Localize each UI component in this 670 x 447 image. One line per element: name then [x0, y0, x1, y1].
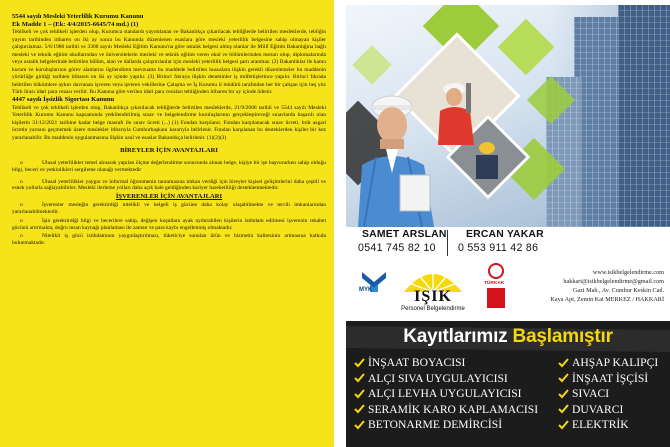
check-icon [558, 404, 569, 414]
law1-title: 5544 sayılı Mesleki Yeterlilik Kurumu Kanunu [12, 13, 144, 20]
check-icon [558, 358, 569, 368]
job-label: SIVACI [572, 387, 610, 401]
job-item [558, 371, 658, 387]
check-icon [558, 373, 569, 383]
registration-headline [346, 326, 670, 348]
job-label: BETONARME DEMİRCİSİ [368, 418, 503, 432]
check-icon [354, 373, 365, 383]
check-icon [354, 389, 365, 399]
address-line: Kaya Apt, Zemin Kat MERKEZ / HAKKARİ [550, 296, 664, 303]
law1-subtitle: Ek Madde 1 – (Ek: 4/4/2015-6645/74 md.) (1) [12, 21, 139, 29]
employer-advantages-heading: İŞVERENLER İÇİN AVANTAJLARI [115, 193, 223, 201]
contact-phone-1[interactable]: 0541 745 82 10 [358, 242, 436, 254]
myk-label: MYK [359, 287, 373, 293]
right-brochure-page [346, 5, 670, 447]
job-item [354, 371, 538, 387]
employer-bullet [12, 218, 326, 232]
employer-bullet [12, 202, 326, 216]
bullet-mark: o [20, 217, 23, 224]
contact-name-1: SAMET ARSLAN [362, 229, 447, 240]
bullet-text: Ulusal yeterlilikler yaygın ve informal öğrenmenin tanınmasına imkan verdiği için bireyler kişisel gelişimlerini daha çeşitli ve esnek yollarla sağlayabilirler. Mesleki ilerleme yolları daha açık hale geldiğinden kariyer hareketliliği desteklenmektedir. [12, 178, 326, 192]
check-icon [354, 420, 365, 430]
address-line: Gazi Mah., Av. Cumhur Keskin Cad. [572, 287, 664, 294]
website-link[interactable]: www.isikbelgelendirme.com [592, 269, 664, 276]
check-icon [354, 404, 365, 414]
registration-band [346, 321, 670, 447]
hero-image [346, 5, 670, 227]
email-link[interactable]: hakkari@isikbelgelendirme@gmail.com [563, 278, 664, 285]
bullet-mark: o [20, 159, 23, 166]
turkak-logo [484, 263, 505, 311]
brand-subtitle: Personel Belgelendirme [401, 306, 465, 312]
job-label: İNŞAAT BOYACISI [368, 356, 466, 370]
address-block [514, 268, 664, 304]
job-item [558, 386, 658, 402]
left-info-page [0, 0, 334, 447]
bullet-text: İşverenler mesleğin gerektirdiği nitelikli ve belgeli iş gücüne daha kolay ulaşabilmekte ve tercih imkanlarından yararlanabilmektedir. [12, 202, 326, 215]
employer-bullet [12, 233, 326, 247]
job-label: ALÇI SIVA UYGULAYICISI [368, 371, 508, 385]
check-icon [558, 389, 569, 399]
jobs-list-left [354, 355, 538, 433]
law2-title: 4447 sayılı İşsizlik Sigortası Kanunu [12, 96, 115, 104]
job-item [558, 402, 658, 418]
contact-name-2: ERCAN YAKAR [466, 229, 544, 240]
bullet-text: Nitelikli iş gücü istihdamının yaygınlaştırılması, tüketiciye sunulan ürün ve hizmetin kalitesinin artmasına katkıda bulunmaktadır. [12, 233, 326, 247]
individual-bullet [12, 179, 326, 193]
job-item [354, 417, 538, 433]
law1-paragraph: Tehlikeli ve çok tehlikeli işlerden olup, Kurumca standardı yayımlanan ve Bakanlıkça çıkarılacak tebliğlerde belirtilen mesleklerde, tebliğin yayım tarihinden itibaren on iki ay sonra bu Kanunda düzenlenen esaslara göre mesleki yeterlilik belgesine sahip olmayan kişiler çalıştırılamaz. 5/6/1986 tarihli ve 3308 sayılı Mesleki Eğitim Kanunu'na göre ustalık belgesi almış olanlar ile Millî Eğitim Bakanlığına bağlı mesleki ve teknik eğitim okullarından ve üniversitelerin mesleki ve teknik eğitim veren okul ve bölümlerinden mezun olup, diplomalarında veya ustalık belgelerinde belirtilen bölüm, alan ve dallarda çalıştırılanlar için mesleki yeterlilik belgesi şartı aranmaz. (2) Bakanlıklar ile kamu kurum ve kuruluşlarının görev alanlarını ilgilendiren mevzuatta bu maddede belirtilen hususlara ilişkin gerekli düzenlemeler bu maddenin yürürlüğe girdiği tarihten itibaren on iki ay içinde yapılır. (3) Birinci fıkraya ilişkin denetimler iş müfettişlerince yapılır. Birinci fıkrada belirtilen hükümlere aykırı davranan işveren veya işveren vekillerine Çalışma ve İş Kurumu il müdürü tarafından her bir çalışan için beş yüz Türk lirası idari para cezası verilir. Bu Kanuna göre verilen idari para cezaları tebliğinden itibaren bir ay içinde ödenir. [12, 29, 326, 96]
logo-row [346, 260, 670, 322]
headline-part-1: Kayıtlarımız [403, 326, 513, 347]
job-label: İNŞAAT İŞÇİSİ [572, 371, 649, 385]
check-icon [558, 420, 569, 430]
job-item [558, 417, 658, 433]
bullet-mark: o [20, 233, 23, 240]
job-item [354, 386, 538, 402]
bullet-mark: o [20, 202, 23, 209]
job-label: ELEKTRİK [572, 418, 629, 432]
job-item [354, 355, 538, 371]
headline-part-2: Başlamıştır [512, 326, 613, 347]
isik-brand-logo [394, 266, 472, 316]
bullet-text: Ulusal yeterlilikler temel alınarak yapılan ölçme değerlendirme sonucunda alınan belge, kişiye bir işe başvururken sahip olduğu bilgi, beceri ve yetkinlikleri sergileme olanağı vermektedir [12, 159, 326, 173]
law2-paragraph: Tehlikeli ve çok tehlikeli işlerden olup, Bakanlıkça çıkarılacak tebliğlerde belirtilen mesleklerde, 21/9/2006 tarihli ve 5544 sayılı Mesleki Yeterlilik Kurumu Kanunu kapsamında yetkilendirilmiş sınav ve belgelendirme kuruluşlarının gerçekleştireceği sınavlarda başarılı olan kişilerin 31/12/2021 tarihine kadar belge masrafı ile sınav ücreti (...) (1) Fondan karşılanır. Fondan karşılanacak sınav ücreti, brüt asgari ücretin yarısını geçmemek üzere meslekler itibarıyla Cumhurbaşkanı kararıyla belirlenir. Fondan karşılanan bu desteklerden kişiler bir kez yararlanabilir. Bu maddenin uygulanmasına ilişkin usul ve esaslar Bakanlıkça belirlenir. (1)(2)(3) [12, 104, 326, 141]
job-label: SERAMİK KARO KAPLAMACISI [368, 402, 539, 416]
job-label: ALÇI LEVHA UYGULAYICISI [368, 387, 522, 401]
skyscraper-image [618, 5, 670, 227]
turkak-badge-icon [487, 288, 505, 308]
bullet-mark: o [20, 178, 23, 185]
job-label: AHŞAP KALIPÇI [572, 356, 659, 370]
contact-divider [447, 230, 448, 256]
check-icon [354, 358, 365, 368]
job-label: DUVARCI [572, 402, 624, 416]
job-item [354, 402, 538, 418]
turkak-label: TÜRKAK [484, 281, 505, 286]
jobs-list-right [558, 355, 658, 433]
job-item [558, 355, 658, 371]
turkak-emblem-icon [488, 263, 504, 279]
individual-bullet [12, 160, 326, 174]
welder-worker-image [470, 139, 504, 179]
individual-advantages-heading: BİREYLER İÇİN AVANTAJLARI [120, 146, 218, 154]
painter-worker-image [430, 75, 480, 145]
green-diamond-shape [498, 19, 555, 76]
contact-phone-2[interactable]: 0 553 911 42 86 [458, 242, 539, 254]
bullet-text: İşin gerektirdiği bilgi ve becerilere sahip, değişen koşullara ayak uydurabilen kişilerin istihdam edilmesi işverenin rekabet gücünü artırmakta, doğru insan kaynağı planlaması ile zaman ve para kaybı engellenmiş olmaktadır. [12, 217, 326, 231]
brand-name: IŞIK [414, 288, 452, 305]
